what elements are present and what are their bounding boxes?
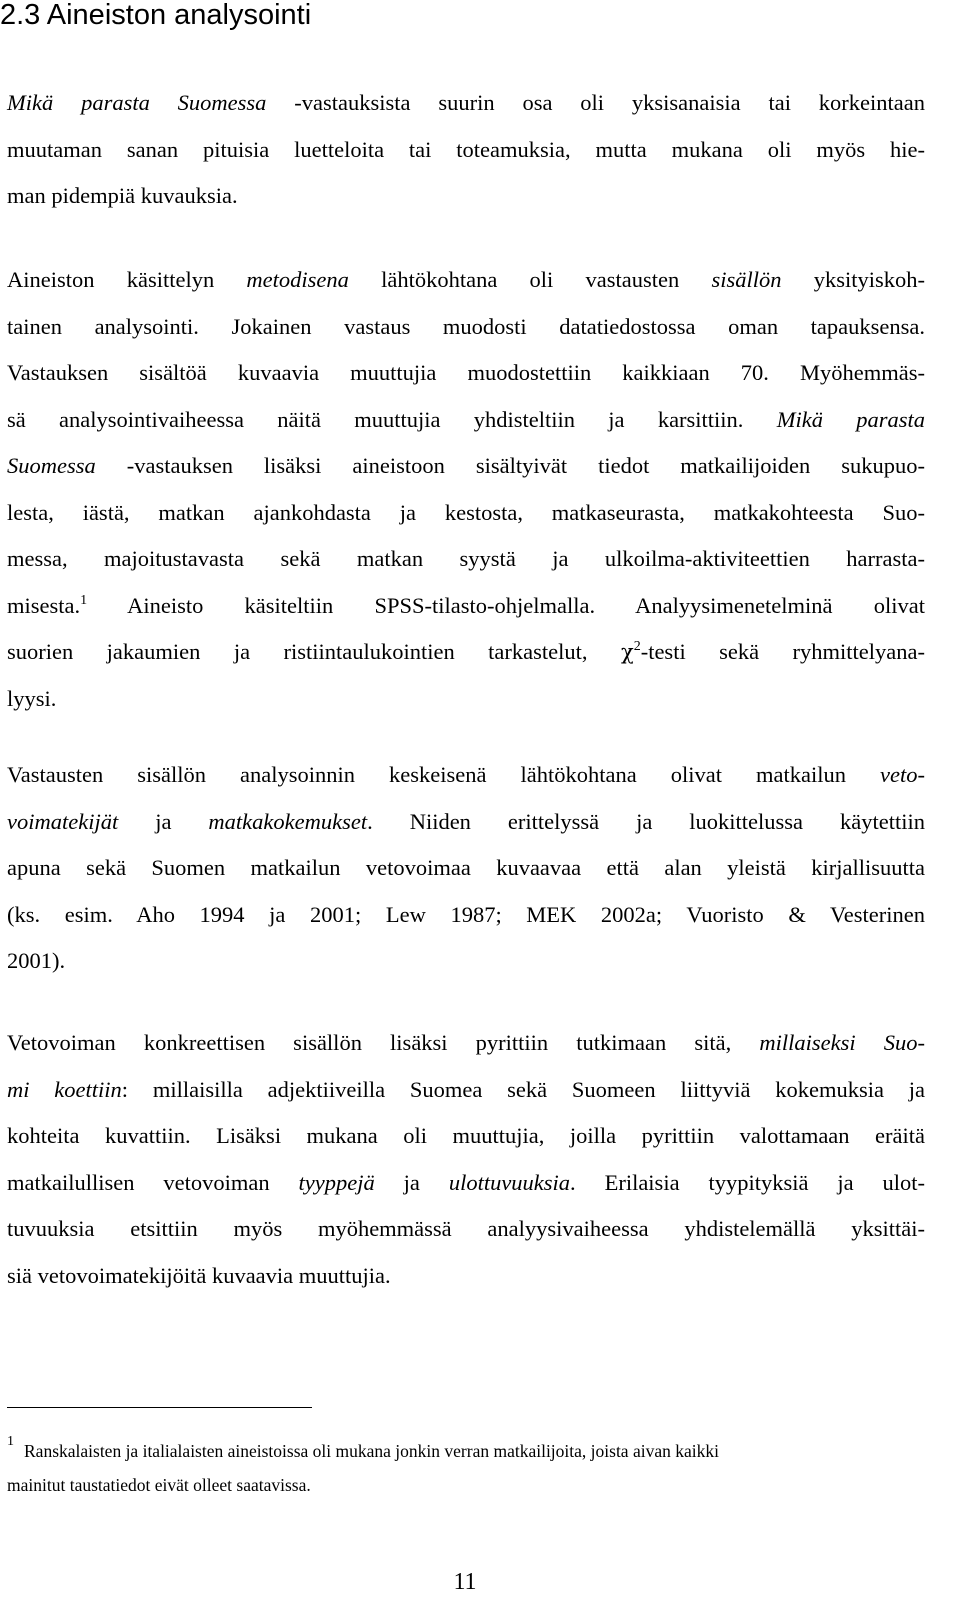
text-line: tainen analysointi. Jokainen vastaus muodosti datatiedostossa oman tapauksensa. [7,313,925,339]
paragraph-2 [7,257,925,722]
text-line: sä analysointivaiheessa näitä muuttujia yhdisteltiin ja karsittiin. Mikä parasta [7,406,925,432]
text-line: matkailullisen vetovoiman tyyppejä ja ulottuvuuksia. Erilaisia tyypityksiä ja ulot- [7,1169,926,1195]
footnote [7,1436,925,1469]
text-line: Aineiston käsittelyn metodisena lähtökohtana oli vastausten sisällön yksityiskoh- [7,267,925,292]
text-line: suorien jakaumien ja ristiintaulukointien tarkastelut, $\chi^2$-testi sekä ryhmittelyana- [7,639,926,664]
footnote-separator [7,1407,312,1408]
text-line: man pidempiä kuvauksia. [7,183,238,208]
paragraph-1 [7,80,925,220]
italic-term: veto- [880,762,925,787]
text-line: Mikä parasta Suomessa -vastauksista suurin osa oli yksisanaisia tai korkeintaan [7,90,925,115]
text-line: voimatekijät ja matkakokemukset. Niiden erittelyssä ja luokittelussa käytettiin [7,808,925,834]
text-line: Suomessa -vastauksen lisäksi aineistoon sisältyivät tiedot matkailijoiden sukupuo- [7,453,925,478]
paragraph-3 [7,752,925,985]
italic-term: voimatekijät [7,808,119,834]
text-line: tuvuuksia etsittiin myös myöhemmässä analyysivaiheessa yhdistelemällä yksittäi- [7,1216,925,1241]
italic-term: Mikä parasta Suomessa [7,90,267,115]
text-line: messa, majoitustavasta sekä matkan syystä ja ulkoilma-aktiviteettien harrasta- [7,546,925,571]
text-line: lyysi. [7,685,57,711]
section-title: 2.3 Aineiston analysointi [0,0,312,31]
text-line: apuna sekä Suomen matkailun vetovoimaa kuvaavaa että alan yleistä kirjallisuutta [7,855,925,880]
footnote-continuation: mainitut taustatiedot eivät olleet saatavissa. [7,1475,311,1495]
italic-term: matkakokemukset [208,808,368,834]
text-line: mi koettiin: millaisilla adjektiiveilla Suomea sekä Suomeen liittyviä kokemuksia ja [7,1076,925,1102]
text-line: siä vetovoimatekijöitä kuvaavia muuttujia. [7,1262,391,1288]
italic-term: Suomessa [7,453,96,478]
text-line: Vastausten sisällön analysoinnin keskeisenä lähtökohtana olivat matkailun veto- [7,762,925,787]
italic-term: metodisena [246,267,349,292]
italic-term: ulottuvuuksia [448,1169,571,1195]
italic-term: millaiseksi Suo- [759,1030,926,1055]
footnote-mark: 1 [7,1434,14,1449]
text-line: muutaman sanan pituisia luetteloita tai toteamuksia, mutta mukana oli myös hie- [7,136,925,162]
text-line: 2001). [7,948,66,973]
chi-symbol: χ [620,640,634,664]
italic-term: Mikä parasta [776,406,925,432]
text-line: misesta.$^1$ Aineisto käsiteltiin SPSS-tilasto-ohjelmalla. Analyysimenetelminä olivat [7,592,925,618]
paragraph-4 [7,1020,925,1299]
italic-term: mi koettiin [7,1076,122,1102]
text-line: (ks. esim. Aho 1994 ja 2001; Lew 1987; MEK 2002a; Vuoristo & Vesterinen [7,901,925,927]
footnote-reference[interactable]: 1 [80,592,88,608]
italic-term: tyyppejä [298,1169,375,1195]
text-line: Vetovoiman konkreettisen sisällön lisäksi pyrittiin tutkimaan sitä, millaiseksi Suo- [7,1030,926,1055]
superscript: 2 [633,639,641,654]
text-line: lesta, iästä, matkan ajankohdasta ja kestosta, matkaseurasta, matkakohteesta Suo- [7,499,925,525]
italic-term: sisällön [711,267,782,292]
text-line: Vastauksen sisältöä kuvaavia muuttujia muodostettiin kaikkiaan 70. Myöhemmäs- [7,360,925,385]
footnote-text: Ranskalaisten ja italialaisten aineistoissa oli mukana jonkin verran matkailijoita, joista aivan kaikki [24,1441,719,1461]
text-line: kohteita kuvattiin. Lisäksi mukana oli muuttujia, joilla pyrittiin valottamaan eräitä [7,1123,925,1148]
page-number: 11 [453,1569,477,1595]
